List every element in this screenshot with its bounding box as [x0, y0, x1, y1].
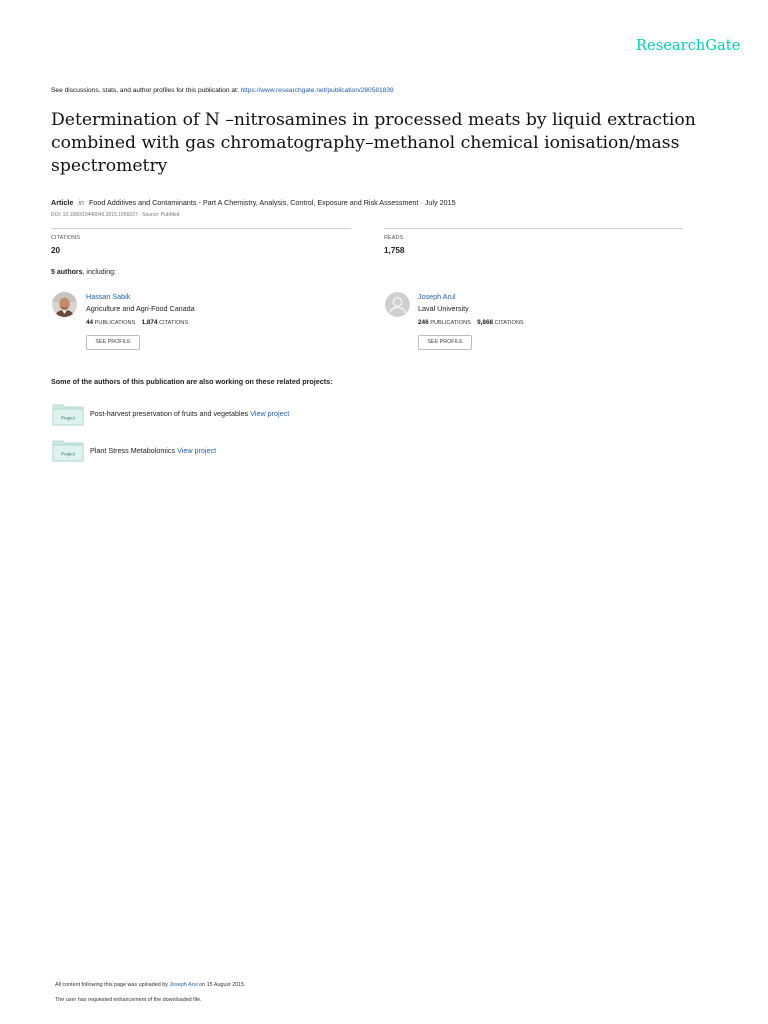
authors-heading [51, 269, 116, 276]
author-stats [86, 319, 188, 326]
project-folder-icon [52, 402, 84, 426]
citations-divider [51, 228, 351, 229]
project-item [90, 409, 289, 418]
discussion-prefix: See discussions, stats, and author profiles for this publication at: [51, 87, 241, 94]
default-user-icon [385, 292, 410, 317]
author-avatar-joseph-arul[interactable] [385, 292, 410, 317]
discussion-line [51, 87, 394, 94]
article-type: Article [51, 198, 74, 207]
authors-count-suffix: , including: [82, 269, 116, 276]
author-avatar-hassan-sabik[interactable] [52, 292, 77, 317]
journal-line: Food Additives and Contaminants - Part A Chemistry, Analysis, Control, Exposure and Risk Assessment · July 2015 [88, 198, 456, 207]
project-item [90, 446, 216, 455]
publication-meta [51, 198, 456, 207]
author-name-link[interactable]: Joseph Arul [418, 292, 456, 301]
in-label: in [78, 198, 84, 207]
reads-divider [384, 228, 683, 229]
upload-prefix: All content following this page was uploaded by [55, 982, 170, 988]
author-name-link[interactable]: Hassan Sabik [86, 292, 131, 301]
citations-value: 20 [51, 246, 61, 255]
authors-count: 5 authors [51, 269, 83, 276]
author-institution: Agriculture and Agri-Food Canada [86, 304, 195, 313]
project-icon-label: Project [61, 451, 75, 457]
project-folder-icon [52, 438, 84, 462]
upload-suffix: on 15 August 2015. [197, 982, 246, 988]
author-publications-label: PUBLICATIONS [430, 320, 471, 326]
uploader-link[interactable]: Joseph Arul [169, 982, 198, 988]
view-project-link[interactable]: View project [177, 446, 217, 455]
author-institution: Laval University [418, 304, 469, 313]
author-citations-label: CITATIONS [159, 320, 189, 326]
reads-value: 1,758 [384, 246, 405, 255]
author-publications-count: 246 [418, 319, 429, 326]
view-project-link[interactable]: View project [250, 409, 290, 418]
photo-avatar-icon [52, 292, 77, 317]
project-icon-label: Project [61, 415, 75, 421]
author-citations-count: 1,874 [141, 319, 158, 326]
project-name: Plant Stress Metabolomics [90, 446, 176, 455]
related-projects-heading: Some of the authors of this publication are also working on these related projects: [51, 377, 333, 386]
see-profile-button[interactable]: SEE PROFILE [86, 335, 140, 350]
author-citations-count: 9,868 [477, 319, 494, 326]
researchgate-logo[interactable]: ResearchGate [636, 38, 741, 54]
author-citations-label: CITATIONS [494, 320, 524, 326]
enhancement-note: The user has requested enhancement of the downloaded file. [55, 997, 202, 1003]
author-publications-count: 44 [86, 319, 94, 326]
reads-label: READS [384, 235, 404, 241]
upload-note [55, 982, 246, 988]
see-profile-button[interactable]: SEE PROFILE [418, 335, 472, 350]
doi-line: DOI: 10.1080/19440049.2015.1066037 · Source: PubMed [51, 212, 180, 218]
citations-label: CITATIONS [51, 235, 81, 241]
paper-title: Determination of N –nitrosamines in processed meats by liquid extraction combined with gas chromatography–methanol chemical ionisation/mass spectrometry [51, 110, 696, 176]
author-publications-label: PUBLICATIONS [94, 320, 136, 326]
project-name: Post-harvest preservation of fruits and vegetables [90, 409, 249, 418]
publication-url-link[interactable]: https://www.researchgate.net/publication/280581839 [240, 87, 394, 94]
author-stats [418, 319, 524, 326]
